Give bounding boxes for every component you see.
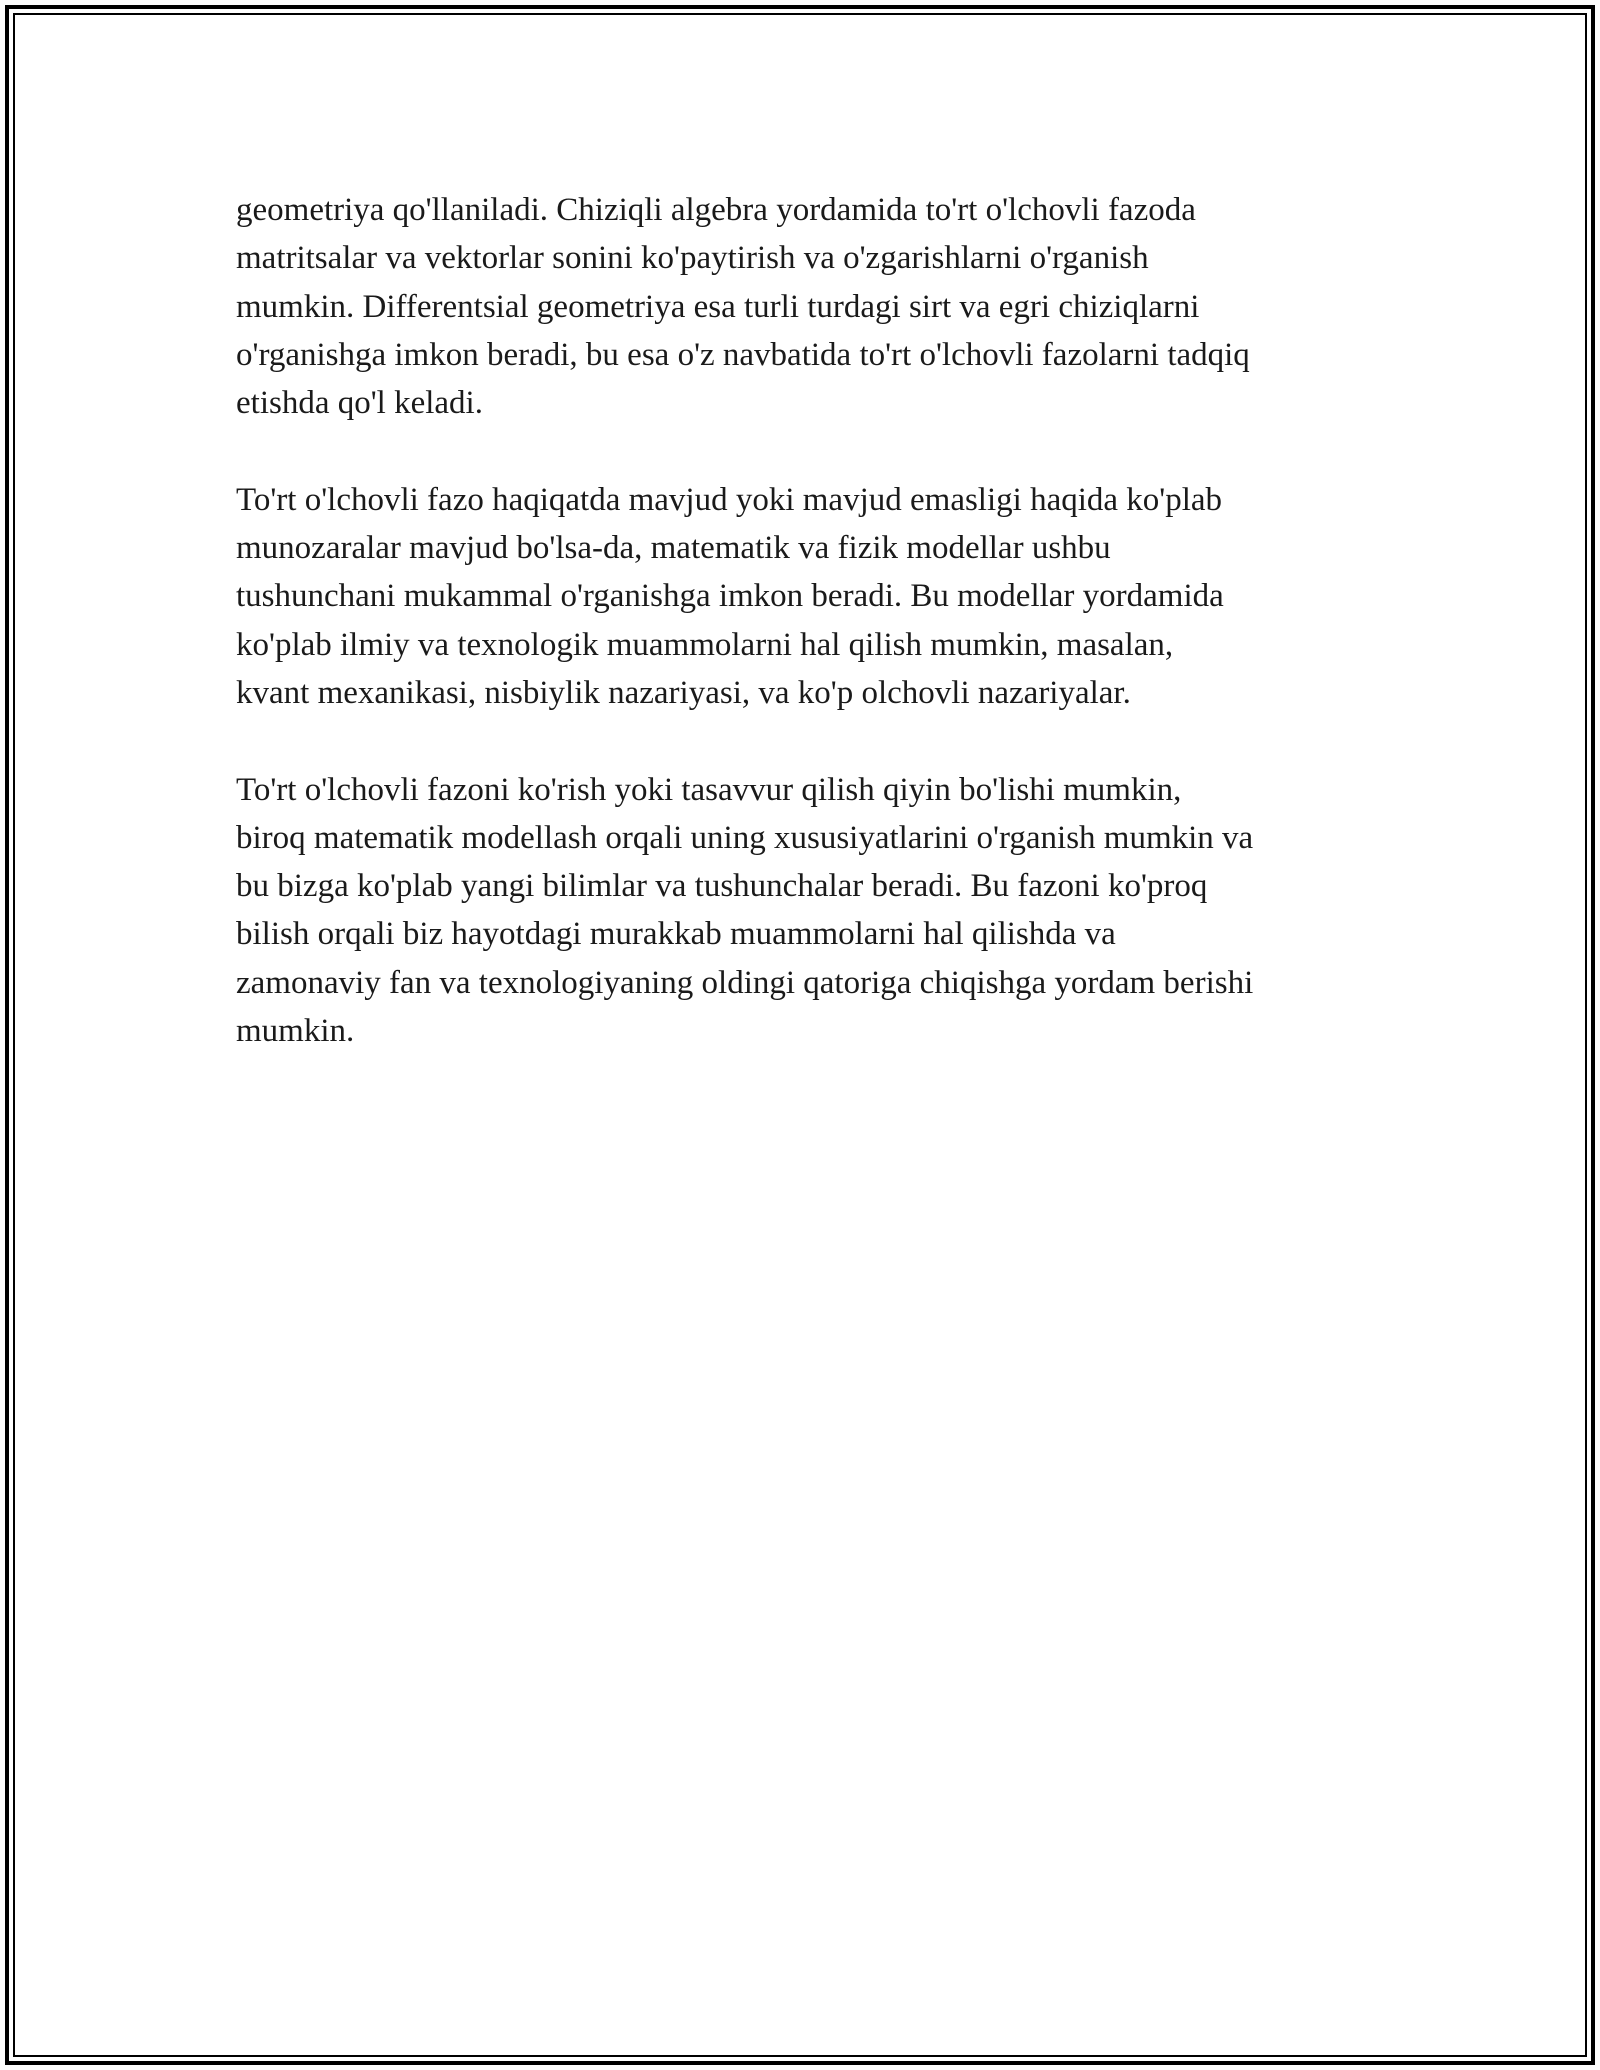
text-line: bu bizga ko'plab yangi bilimlar va tushunchalar beradi. Bu fazoni ko'proq: [236, 868, 1208, 905]
document-body: [236, 186, 1386, 1104]
text-line: zamonaviy fan va texnologiyaning oldingi qatoriga chiqishga yordam berishi: [236, 964, 1254, 1001]
paragraph-1: [236, 186, 1386, 427]
text-line: geometriya qo'llaniladi. Chiziqli algebra yordamida to'rt o'lchovli fazoda: [236, 192, 1196, 228]
text-line: bilish orqali biz hayotdagi murakkab muammolarni hal qilishda va: [236, 916, 1116, 953]
text-line: mumkin.: [236, 1013, 355, 1050]
text-line: matritsalar va vektorlar sonini ko'paytirish va o'zgarishlarni o'rganish: [236, 240, 1149, 277]
text-line: To'rt o'lchovli fazo haqiqatda mavjud yoki mavjud emasligi haqida ko'plab: [236, 481, 1223, 518]
paragraph-3: [236, 766, 1386, 1056]
text-line: kvant mexanikasi, nisbiylik nazariyasi, va ko'p olchovli nazariyalar.: [236, 674, 1131, 711]
text-line: biroq matematik modellash orqali uning xususiyatlarini o'rganish mumkin va: [236, 819, 1254, 856]
paragraph-2: [236, 476, 1386, 717]
text-line: o'rganishga imkon beradi, bu esa o'z navbatida to'rt o'lchovli fazolarni tadqiq: [236, 336, 1250, 373]
text-line: tushunchani mukammal o'rganishga imkon beradi. Bu modellar yordamida: [236, 578, 1224, 615]
text-line: mumkin. Differentsial geometriya esa turli turdagi sirt va egri chiziqlarni: [236, 288, 1200, 325]
text-line: To'rt o'lchovli fazoni ko'rish yoki tasavvur qilish qiyin bo'lishi mumkin,: [236, 771, 1182, 808]
text-line: munozaralar mavjud bo'lsa-da, matematik va fizik modellar ushbu: [236, 530, 1111, 567]
text-line: ko'plab ilmiy va texnologik muammolarni hal qilish mumkin, masalan,: [236, 626, 1174, 663]
text-line: etishda qo'l keladi.: [236, 385, 483, 422]
